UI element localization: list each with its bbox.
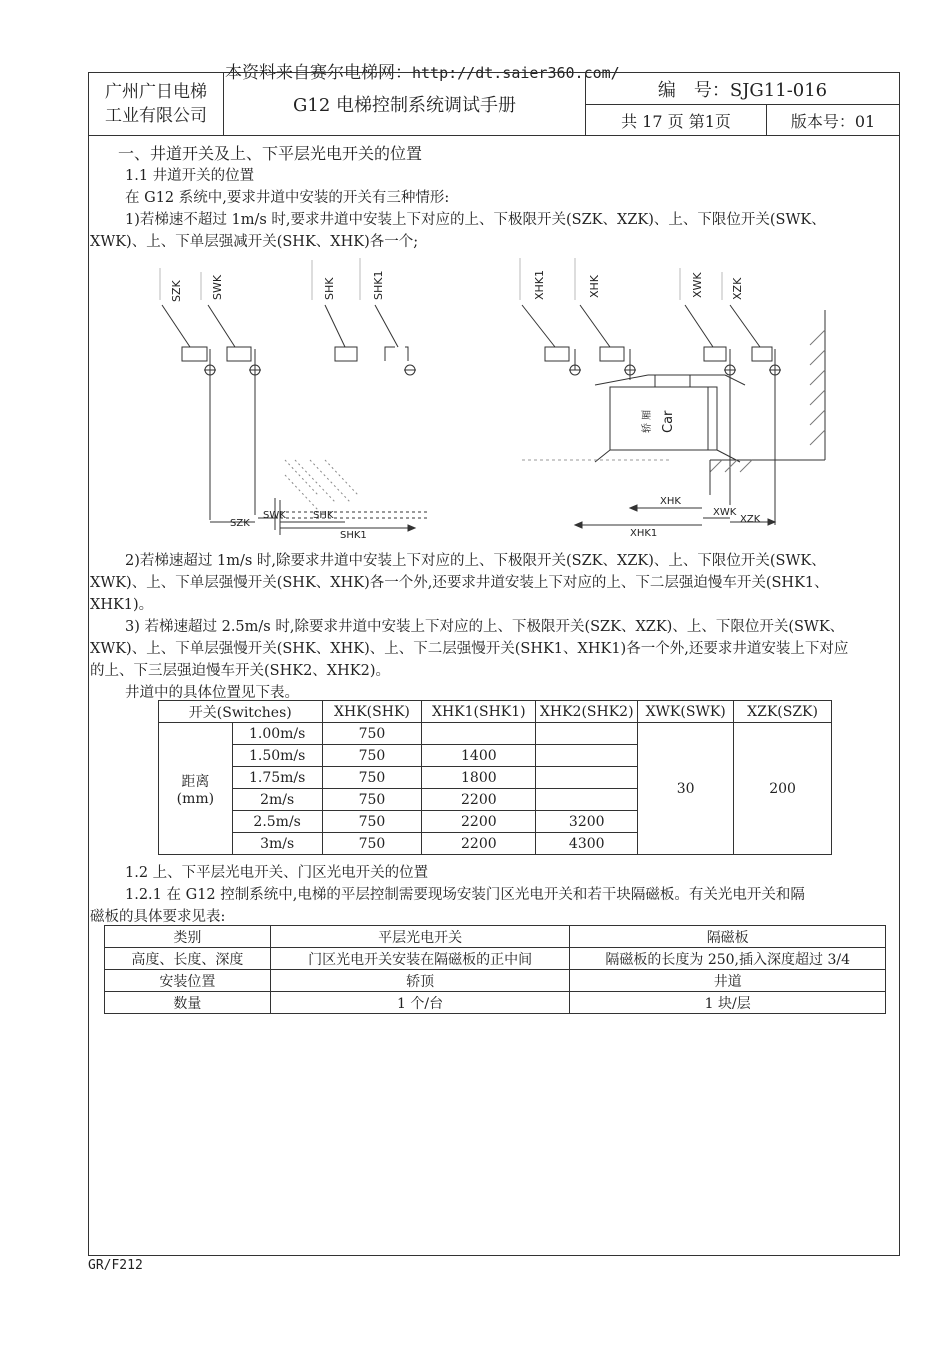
header-xhk2: XHK2(SHK2) — [536, 701, 638, 723]
xhk2-cell — [536, 789, 638, 811]
watermark-url[interactable]: http://dt.saier360.com/ — [412, 64, 620, 82]
label-xhk1: XHK1 — [533, 269, 546, 300]
label-xhk: XHK — [588, 274, 601, 298]
dim-shk: SHK — [313, 510, 334, 521]
para3-line2: XWK)、上、下单层强慢开关(SHK、XHK)、上、下二层强慢开关(SHK1、XHK1)各一个外,还要求井道安装上下对应 — [90, 641, 849, 657]
xhk-cell: 750 — [322, 767, 422, 789]
xhk1-cell: 1400 — [422, 745, 536, 767]
speed-cell: 2.5m/s — [232, 811, 322, 833]
header-leveling-switch: 平层光电开关 — [270, 926, 570, 948]
label-xwk: XWK — [691, 272, 704, 298]
table-cell: 门区光电开关安装在隔磁板的正中间 — [270, 948, 570, 970]
switch-xhk1 — [522, 305, 581, 375]
switch-szk — [162, 305, 216, 520]
table-intro: 井道中的具体位置见下表。 — [125, 685, 299, 701]
xwk-cell: 30 — [638, 723, 734, 855]
subsection-1-2: 1.2 上、下平层光电开关、门区光电开关的位置 — [125, 865, 429, 881]
speed-cell: 2m/s — [232, 789, 322, 811]
table-cell: 安装位置 — [105, 970, 271, 992]
para1-line2: XWK)、上、下单层强减开关(SHK、XHK)各一个; — [90, 234, 419, 250]
dim-xhk: XHK — [660, 496, 681, 507]
xhk-cell: 750 — [322, 789, 422, 811]
manual-title: G12 电梯控制系统调试手册 — [224, 73, 586, 135]
hoistway-switch-diagram — [90, 250, 900, 545]
para3-line1: 3) 若梯速超过 2.5m/s 时,除要求井道中安装上下对应的上、下极限开关(SZK、XZK)、上、下限位开关(SWK、 — [125, 619, 845, 635]
company-line2: 工业有限公司 — [105, 106, 207, 126]
watermark-prefix: 本资料来自赛尔电梯网： — [225, 63, 412, 83]
switch-xhk — [580, 305, 636, 380]
para2-line3: XHK1)。 — [90, 597, 154, 613]
para1-line1: 1)若梯速不超过 1m/s 时,要求井道中安装上下对应的上、下极限开关(SZK、XZK)、上、下限位开关(SWK、 — [125, 212, 826, 228]
table-row — [105, 948, 886, 970]
intro-text: 在 G12 系统中,要求井道中安装的开关有三种情形: — [125, 190, 450, 206]
page-count: 共 17 页 第1页 — [586, 105, 767, 135]
para3-line3: 的上、下三层强迫慢车开关(SHK2、XHK2)。 — [90, 663, 390, 679]
xhk-cell: 750 — [322, 723, 422, 745]
table-row — [105, 992, 886, 1014]
form-code: GR/F212 — [88, 1258, 143, 1273]
subsection-1-1: 1.1 井道开关的位置 — [125, 168, 255, 184]
speed-cell: 1.75m/s — [232, 767, 322, 789]
switch-shk1 — [375, 305, 416, 375]
dim-shk1: SHK1 — [340, 530, 367, 541]
xzk-cell: 200 — [734, 723, 832, 855]
table-cell: 轿顶 — [270, 970, 570, 992]
speed-cell: 1.00m/s — [232, 723, 322, 745]
dim-xhk1: XHK1 — [630, 528, 658, 539]
header-xhk: XHK(SHK) — [322, 701, 422, 723]
label-shk: SHK — [323, 277, 336, 300]
label-szk: SZK — [170, 280, 183, 302]
distance-label: 距离 — [181, 773, 210, 790]
label-swk: SWK — [211, 274, 224, 300]
switch-distance-table — [158, 700, 832, 855]
xhk2-cell — [536, 745, 638, 767]
para2-line1: 2)若梯速超过 1m/s 时,除要求井道中安装上下对应的上、下极限开关(SZK、XZK)、上、下限位开关(SWK、 — [125, 553, 826, 569]
table-cell: 1 块/层 — [570, 992, 886, 1014]
xhk2-cell: 3200 — [536, 811, 638, 833]
row-group-label — [159, 723, 233, 855]
xhk-cell: 750 — [322, 811, 422, 833]
speed-cell: 1.50m/s — [232, 745, 322, 767]
dim-xzk: XZK — [740, 514, 761, 525]
para-1-2-1-line1: 1.2.1 在 G12 控制系统中,电梯的平层控制需要现场安装门区光电开关和若干块隔磁板。有关光电开关和隔 — [125, 887, 805, 903]
table-cell: 隔磁板的长度为 250,插入深度超过 3/4 — [570, 948, 886, 970]
xhk1-cell: 2200 — [422, 789, 536, 811]
table-cell: 数量 — [105, 992, 271, 1014]
table-cell: 高度、长度、深度 — [105, 948, 271, 970]
photoelectric-switch-table — [104, 925, 886, 1014]
para2-line2: XWK)、上、下单层强慢开关(SHK、XHK)各一个外,还要求井道安装上下对应的上、下二层强迫慢车开关(SHK1、 — [90, 575, 829, 591]
section-heading: 一、井道开关及上、下平层光电开关的位置 — [118, 144, 423, 163]
header-xwk: XWK(SWK) — [638, 701, 734, 723]
car-label-cn: 轿 厢 — [642, 409, 653, 433]
header-switches: 开关(Switches) — [159, 701, 323, 723]
distance-unit: (mm) — [176, 790, 215, 807]
xhk1-cell — [422, 723, 536, 745]
xhk2-cell — [536, 723, 638, 745]
header-category: 类别 — [105, 926, 271, 948]
table-cell: 井道 — [570, 970, 886, 992]
company-name — [89, 73, 224, 135]
dim-xwk: XWK — [713, 507, 737, 518]
company-line1: 广州广日电梯 — [105, 82, 207, 102]
car-label: Car — [661, 410, 676, 433]
dim-swk: SWK — [263, 510, 286, 521]
xhk-cell: 750 — [322, 833, 422, 855]
label-shk1: SHK1 — [372, 270, 385, 300]
document-code: 编 号：SJG11-016 — [586, 73, 899, 105]
table-row — [105, 970, 886, 992]
switch-shk — [325, 305, 357, 361]
header-xhk1: XHK1(SHK1) — [422, 701, 536, 723]
table-header-row — [105, 926, 886, 948]
dim-szk: SZK — [230, 518, 250, 529]
xhk2-cell: 4300 — [536, 833, 638, 855]
switch-swk — [208, 305, 261, 515]
table-header-row — [159, 701, 832, 723]
xhk1-cell: 2200 — [422, 811, 536, 833]
para-1-2-1-line2: 磁板的具体要求见表: — [90, 909, 226, 925]
version-number: 版本号：01 — [790, 111, 876, 131]
header-magnetic-plate: 隔磁板 — [570, 926, 886, 948]
table-cell: 1 个/台 — [270, 992, 570, 1014]
xhk1-cell: 1800 — [422, 767, 536, 789]
table-row — [159, 723, 832, 745]
xhk2-cell — [536, 767, 638, 789]
document-header — [88, 72, 900, 136]
header-xzk: XZK(SZK) — [734, 701, 832, 723]
speed-cell: 3m/s — [232, 833, 322, 855]
xhk1-cell: 2200 — [422, 833, 536, 855]
xhk-cell: 750 — [322, 745, 422, 767]
switch-xzk — [730, 305, 781, 525]
label-xzk: XZK — [731, 277, 744, 300]
